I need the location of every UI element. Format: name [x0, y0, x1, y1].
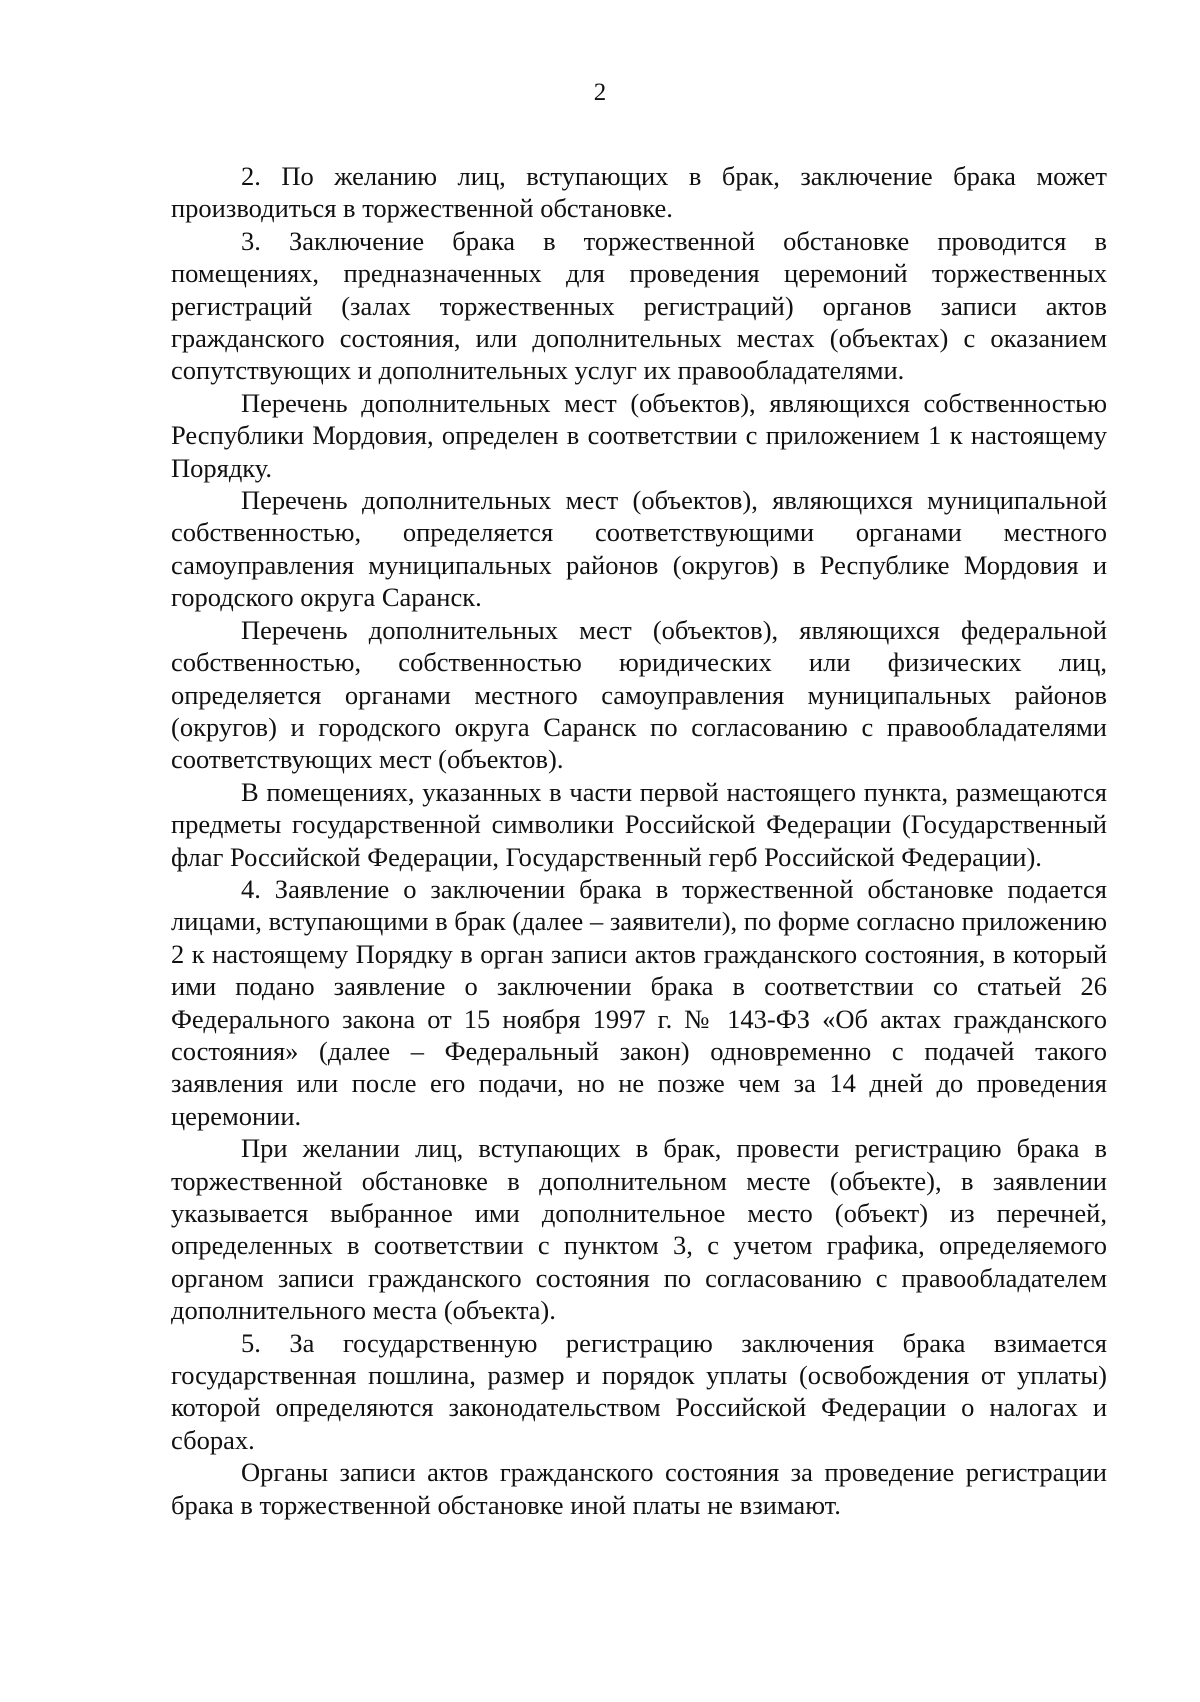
- paragraph-item-3: 3. Заключение брака в торжественной обстановке проводится в помещениях, предназначенных для проведения церемоний торжественных регистраций (залах торжественных регистраций) органов записи актов гражданского состояния, или дополнительных местах (объектах) с оказанием сопутствующих и дополнительных услуг их правообладателями.: [171, 225, 1107, 386]
- page-number: 2: [593, 79, 607, 106]
- paragraph-list-municipal-property: Перечень дополнительных мест (объектов), являющихся муниципальной собственностью, определяется соответствующими органами местного самоуправления муниципальных районов (округов) в Республике Мордовия и городского округа Саранск.: [171, 485, 1107, 613]
- paragraph-list-regional-property: Перечень дополнительных мест (объектов), являющихся собственностью Республики Мордовия, определен в соответствии с приложением 1 к настоящему Порядку.: [171, 387, 1107, 483]
- paragraph-additional-place-choice: При желании лиц, вступающих в брак, провести регистрацию брака в торжественной обстановке в дополнительном месте (объекте), в заявлении указывается выбранное ими дополнительное место (объект) из перечней, определенных в соответствии с пунктом 3, с учетом графика, определяемого органом записи гражданского состояния по согласованию с правообладателем дополнительного места (объекта).: [171, 1133, 1107, 1326]
- paragraph-item-5: 5. За государственную регистрацию заключения брака взимается государственная пошлина, размер и порядок уплаты (освобождения от уплаты) которой определяются законодательством Российской Федерации о налогах и сборах.: [171, 1327, 1107, 1455]
- paragraph-item-2: 2. По желанию лиц, вступающих в брак, заключение брака может производиться в торжественной обстановке.: [171, 161, 1107, 224]
- document-body: [171, 160, 1107, 1521]
- paragraph-no-other-fee: Органы записи актов гражданского состояния за проведение регистрации брака в торжественной обстановке иной платы не взимают.: [171, 1457, 1107, 1520]
- paragraph-list-federal-private-property: Перечень дополнительных мест (объектов), являющихся федеральной собственностью, собственностью юридических или физических лиц, определяется органами местного самоуправления муниципальных районов (округов) и городского округа Саранск по согласованию с правообладателями соответствующих мест (объектов).: [171, 614, 1107, 775]
- paragraph-state-symbols: В помещениях, указанных в части первой настоящего пункта, размещаются предметы государственной символики Российской Федерации (Государственный флаг Российской Федерации, Государственный герб Российской Федерации).: [171, 776, 1107, 872]
- paragraph-item-4: 4. Заявление о заключении брака в торжественной обстановке подается лицами, вступающими в брак (далее – заявители), по форме согласно приложению 2 к настоящему Порядку в орган записи актов гражданского состояния, в который ими подано заявление о заключении брака в соответствии со статьей 26 Федерального закона от 15 ноября 1997 г. № 143-ФЗ «Об актах гражданского состояния» (далее – Федеральный закон) одновременно с подачей такого заявления или после его подачи, но не позже чем за 14 дней до проведения церемонии.: [171, 873, 1107, 1131]
